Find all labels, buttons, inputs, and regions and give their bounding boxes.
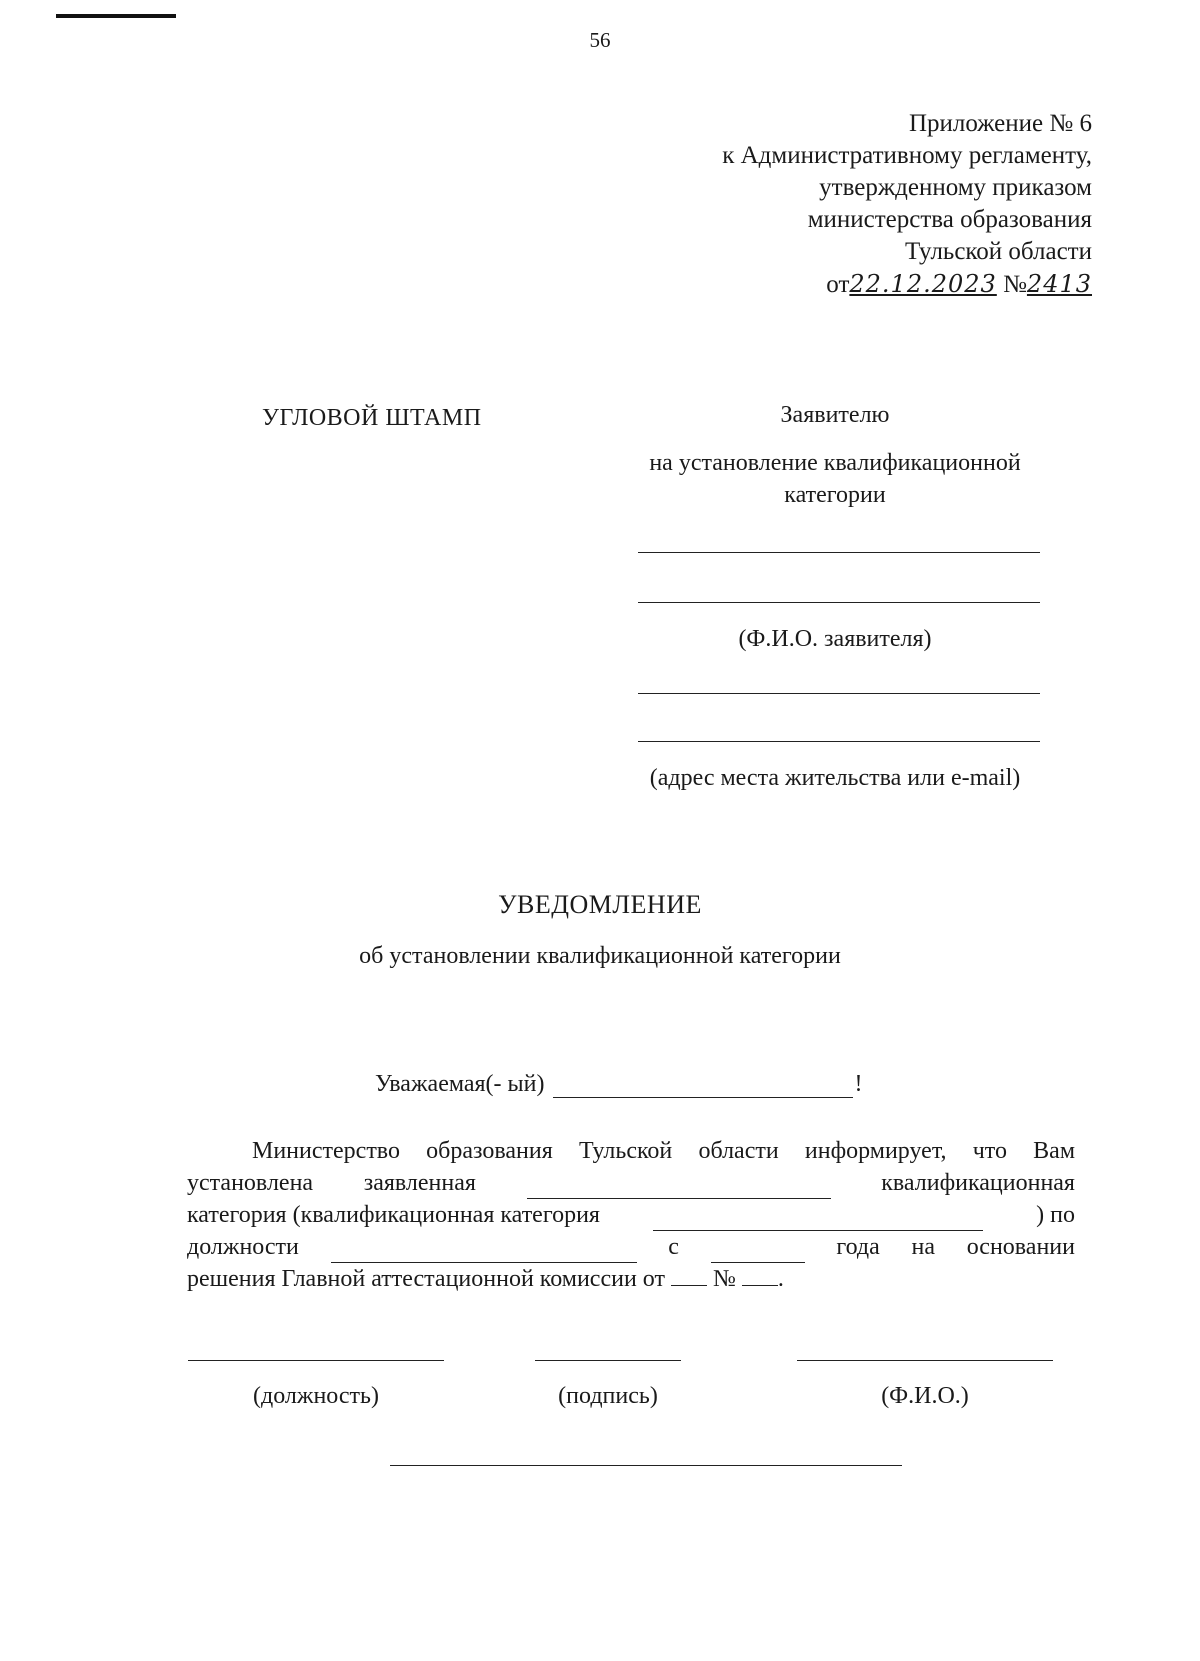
word-zayavlennaya: заявленная — [363, 1170, 476, 1196]
handwritten-date: 22.12.2023 — [849, 270, 997, 298]
document-subtitle: об установлении квалификационной категории — [359, 943, 841, 969]
corner-mark — [56, 14, 176, 18]
word-ustanovlena: установлена — [187, 1170, 314, 1196]
appendix-line-5: Тульской области — [905, 238, 1092, 265]
word-dolzhnosti: должности — [187, 1234, 299, 1260]
greeting-suffix: ! — [854, 1071, 863, 1097]
word-s: с — [668, 1234, 679, 1260]
decision-number-field[interactable] — [742, 1263, 778, 1286]
word-po: ) по — [1036, 1202, 1075, 1228]
recipient-line-3: категории — [784, 482, 886, 508]
closing-divider — [390, 1465, 902, 1466]
recipient-line-2: на установление квалификационной — [649, 450, 1021, 476]
appendix-line-1: Приложение № 6 — [908, 110, 1092, 137]
word-resheniya: решения Главной аттестационной комиссии от — [187, 1266, 665, 1292]
address-fill-line-1[interactable] — [638, 693, 1040, 694]
addressee-name-field[interactable] — [553, 1075, 853, 1098]
greeting-line — [375, 1071, 863, 1098]
position-signature-line[interactable] — [188, 1360, 444, 1361]
word-goda: года — [836, 1234, 880, 1260]
decision-date-field[interactable] — [671, 1263, 707, 1286]
fio-fill-line-1[interactable] — [638, 552, 1040, 553]
recipient-line-1: Заявителю — [780, 402, 890, 428]
body-row-4 — [187, 1231, 1075, 1263]
word-kategoriya: категория (квалификационная категория — [187, 1202, 600, 1228]
appendix-line-4: министерства образования — [807, 206, 1092, 233]
corner-stamp-label: УГЛОВОЙ ШТАМП — [262, 405, 482, 431]
body-row-5 — [187, 1263, 1075, 1295]
body-row-2 — [187, 1167, 1075, 1199]
date-prefix: от — [826, 271, 850, 298]
appendix-date-line — [722, 268, 1092, 301]
category-field[interactable] — [527, 1176, 831, 1199]
fio-fill-line-2[interactable] — [638, 602, 1040, 603]
position-caption: (должность) — [253, 1383, 379, 1409]
fio-caption: (Ф.И.О. заявителя) — [738, 626, 932, 652]
address-fill-line-2[interactable] — [638, 741, 1040, 742]
word-dot: . — [777, 1266, 784, 1292]
signature-line[interactable] — [535, 1360, 681, 1361]
word-na: на — [911, 1234, 935, 1260]
body-line-1: Министерство образования Тульской области информирует, что Вам — [252, 1138, 1075, 1164]
fio-caption-bottom: (Ф.И.О.) — [881, 1383, 969, 1409]
document-title: УВЕДОМЛЕНИЕ — [498, 890, 702, 919]
previous-category-field[interactable] — [653, 1208, 983, 1231]
notification-body — [187, 1135, 1075, 1295]
position-field[interactable] — [331, 1240, 637, 1263]
page-number: 56 — [589, 28, 611, 52]
body-row-1 — [187, 1135, 1075, 1167]
appendix-line-2: к Административному регламенту, — [722, 142, 1092, 169]
year-field[interactable] — [711, 1240, 805, 1263]
greeting-prefix: Уважаемая(- ый) — [375, 1071, 545, 1097]
handwritten-number: 2413 — [1026, 270, 1092, 298]
body-row-3 — [187, 1199, 1075, 1231]
signature-caption: (подпись) — [558, 1383, 658, 1409]
fio-signature-line[interactable] — [797, 1360, 1053, 1361]
address-caption: (адрес места жительства или e-mail) — [649, 765, 1021, 791]
word-kvalifikatsionnaya: квалификационная — [881, 1170, 1075, 1196]
word-number-sign: № — [712, 1266, 736, 1292]
appendix-line-3: утвержденному приказом — [819, 174, 1092, 201]
word-osnovanii: основании — [966, 1234, 1075, 1260]
appendix-header — [722, 108, 1092, 301]
number-prefix: № — [1003, 271, 1027, 298]
